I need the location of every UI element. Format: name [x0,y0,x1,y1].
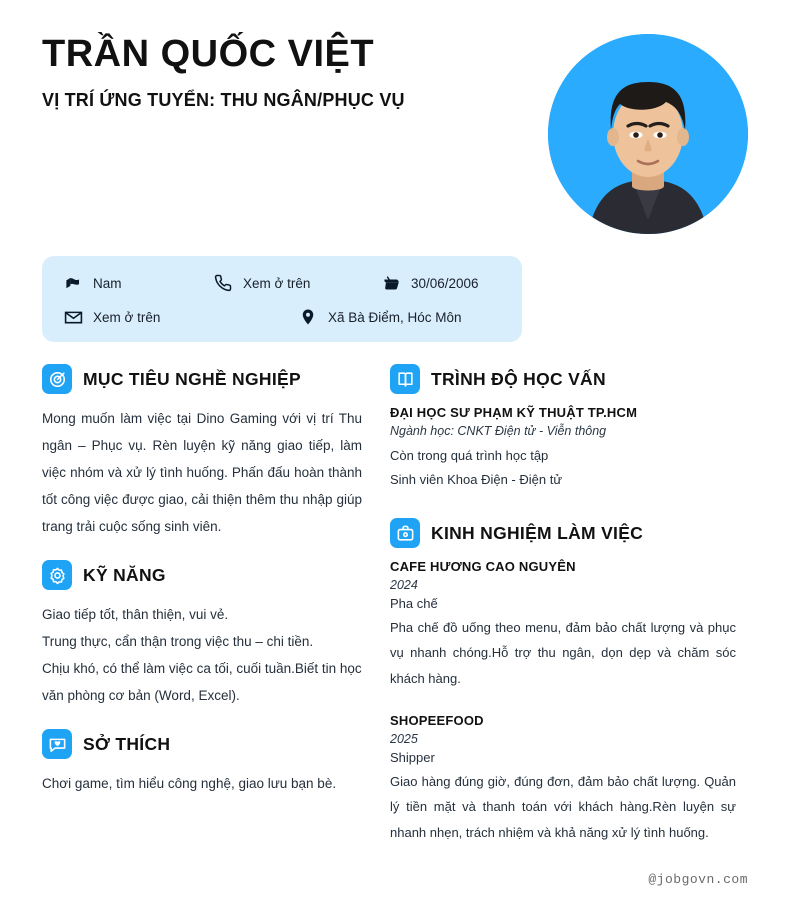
portrait-photo [548,34,748,234]
contact-row-2 [62,306,502,328]
cv-body [0,342,790,865]
target-icon [42,364,72,394]
contact-address [297,306,462,328]
experience-company: SHOPEEFOOD [390,713,484,729]
section-interests-head [42,729,362,759]
email-icon [62,306,84,328]
left-column [42,364,362,865]
experience-item [390,559,736,691]
education-line: Còn trong quá trình học tập [390,448,549,463]
experience-role: Shipper [390,750,435,766]
education-school: ĐẠI HỌC SƯ PHẠM KỸ THUẬT TP.HCM [390,405,638,420]
section-skills-head [42,560,362,590]
contact-email-value: Xem ở trên [93,309,161,325]
contact-birthday [380,272,479,294]
experience-company: CAFE HƯƠNG CAO NGUYÊN [390,559,576,575]
candidate-name: TRẦN QUỐC VIỆT [42,33,375,75]
calendar-icon [380,272,402,294]
contact-bar [42,256,522,342]
contact-birthday-value: 30/06/2006 [411,275,479,291]
education-line: Sinh viên Khoa Điện - Điện tử [390,472,563,488]
gender-icon [62,272,84,294]
section-skills-title: KỸ NĂNG [83,564,166,585]
applied-position: VỊ TRÍ ỨNG TUYỂN: THU NGÂN/PHỤC VỤ [42,89,405,110]
contact-gender-value: Nam [93,275,122,291]
cv-header [0,0,790,234]
heart-chat-icon [42,729,72,759]
avatar [548,34,748,234]
section-objective-head [42,364,362,394]
skill-line: Giao tiếp tốt, thân thiện, vui vẻ. [42,607,229,622]
location-pin-icon [297,306,319,328]
section-skills [42,560,362,709]
watermark: @jobgovn.com [648,872,748,887]
section-objective-title: MỤC TIÊU NGHỀ NGHIỆP [83,368,301,389]
experience-year: 2025 [390,732,418,747]
contact-row-1 [62,272,502,294]
section-interests-title: SỞ THÍCH [83,733,171,754]
section-experience [390,518,736,845]
section-interests [42,729,362,797]
interests-text: Chơi game, tìm hiểu công nghệ, giao lưu bạn bè. [42,776,337,791]
section-education-head [390,364,736,394]
skill-line: Trung thực, cẩn thận trong việc thu – chi tiền. [42,634,314,649]
contact-email [62,306,297,328]
section-experience-head [390,518,736,548]
contact-phone [212,272,380,294]
experience-role: Pha chế [390,596,438,612]
gear-icon [42,560,72,590]
phone-icon [212,272,234,294]
contact-gender [62,272,212,294]
section-experience-title: KINH NGHIỆM LÀM VIỆC [431,522,644,543]
experience-item [390,713,736,845]
briefcase-gear-icon [390,518,420,548]
section-education-title: TRÌNH ĐỘ HỌC VẤN [431,368,606,389]
skill-line: Chịu khó, có thể làm việc ca tối, cuối tuần.Biết tin học văn phòng cơ bản (Word, Excel). [42,661,362,703]
experience-description: Pha chế đồ uống theo menu, đảm bảo chất lượng và phục vụ nhanh chóng.Hỗ trợ thu ngân, dọn dẹp và chăm sóc khách hàng. [390,620,736,686]
right-column [390,364,736,865]
book-icon [390,364,420,394]
section-objective [42,364,362,540]
section-education [390,364,736,492]
experience-year: 2024 [390,578,418,593]
objective-text: Mong muốn làm việc tại Dino Gaming với vị trí Thu ngân – Phục vụ. Rèn luyện kỹ năng giao tiếp, làm việc nhóm và xử lý tình huống. Phấn đấu hoàn thành tốt công việc được giao, cải thiện thêm thu nhập giúp trang trải cuộc sống sinh viên. [42,411,362,534]
experience-description: Giao hàng đúng giờ, đúng đơn, đảm bảo chất lượng. Quản lý tiền mặt và thanh toán với khách hàng.Rèn luyện sự nhanh nhẹn, trách nhiệm và khả năng xử lý tình huống. [390,774,736,840]
contact-address-value: Xã Bà Điểm, Hóc Môn [328,309,462,325]
education-major: Ngành học: CNKT Điện tử - Viễn thông [390,424,607,438]
header-text-block [42,34,548,111]
contact-phone-value: Xem ở trên [243,275,311,291]
